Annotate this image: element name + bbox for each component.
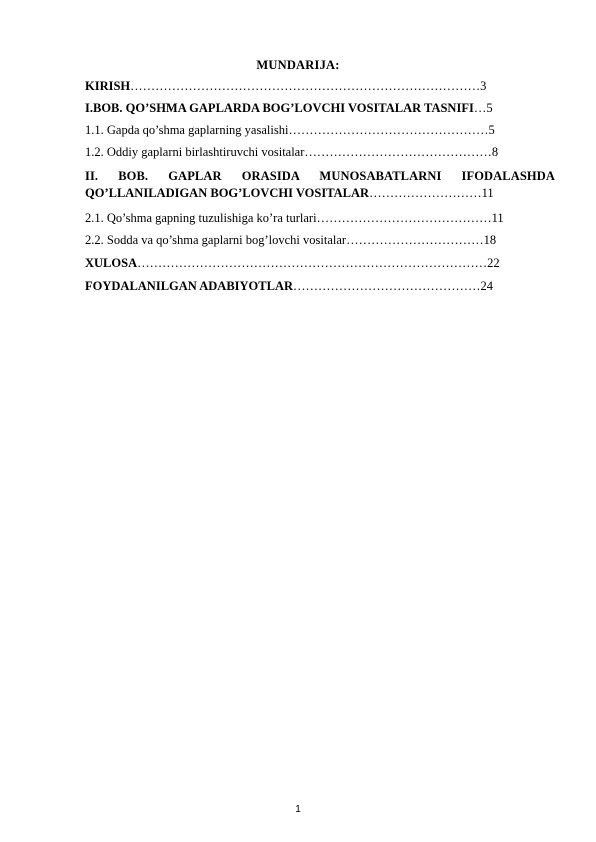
toc-entry-xulosa[interactable] — [85, 255, 555, 272]
toc-page-number: 11 — [491, 211, 504, 225]
toc-page-number: 11 — [481, 186, 494, 200]
toc-leader-dots: ……………………………………… — [304, 145, 492, 159]
toc-entry-title: I.BOB. QO’SHMA GAPLARDA BOG’LOVCHI VOSITALAR TASNIFI — [85, 101, 474, 115]
toc-entry-title-line2: QO’LLANILADIGAN BOG’LOVCHI VOSITALAR — [85, 186, 370, 200]
page-title: MUNDARIJA: — [256, 58, 340, 72]
toc-entry-title: 2.1. Qo’shma gapning tuzulishiga ko’ra turlari — [85, 211, 317, 225]
toc-entry-chapter-1[interactable] — [85, 100, 555, 117]
toc-entry-title: XULOSA — [85, 256, 138, 270]
toc-entry-title: 2.2. Sodda va qo’shma gaplarni bog’lovchi vositalar — [85, 233, 347, 247]
toc-entry-section-2-1[interactable] — [85, 210, 555, 227]
toc-entry-kirish[interactable] — [85, 78, 555, 95]
toc-leader-dots: …………………………… — [346, 233, 484, 247]
toc-leader-dots: ……………………………………… — [293, 279, 481, 293]
toc-entry-title-line1: II. BOB. GAPLAR ORASIDA MUNOSABATLARNI IFODALASHDA — [85, 169, 555, 183]
toc-entry-title: 1.1. Gapda qo’shma gaplarning yasalishi — [85, 123, 289, 137]
toc-entry-section-2-2[interactable] — [85, 232, 555, 249]
toc-page-number: 5 — [486, 101, 493, 115]
toc-leader-dots: ………………………………………………………………………… — [130, 79, 481, 93]
toc-entry-section-1-1[interactable] — [85, 122, 555, 139]
toc-page-number: 8 — [491, 145, 499, 159]
page-number: 1 — [295, 804, 301, 815]
toc-entry-title: KIRISH — [85, 79, 131, 93]
toc-entry-bibliography[interactable] — [85, 278, 555, 295]
toc-entry-title: FOYDALANILGAN ADABIYOTLAR — [85, 279, 294, 293]
toc-entry-chapter-2[interactable] — [85, 168, 555, 202]
toc-page-number: 22 — [487, 256, 500, 270]
toc-entry-title: 1.2. Oddiy gaplarni birlashtiruvchi vositalar — [85, 145, 305, 159]
toc-leader-dots: ………………………………………… — [288, 123, 489, 137]
toc-page-number: 18 — [483, 233, 497, 247]
toc-entry-section-1-2[interactable] — [85, 144, 555, 161]
toc-page-number: 3 — [480, 79, 487, 93]
toc-leader-dots: ……………………… — [369, 186, 482, 200]
toc-leader-dots: …………………………………… — [316, 211, 492, 225]
toc-page-number: 5 — [488, 123, 495, 137]
toc-leader-dots: … — [473, 101, 487, 115]
toc-page-number: 24 — [480, 279, 494, 293]
toc-leader-dots: ………………………………………………………………………… — [137, 256, 488, 270]
